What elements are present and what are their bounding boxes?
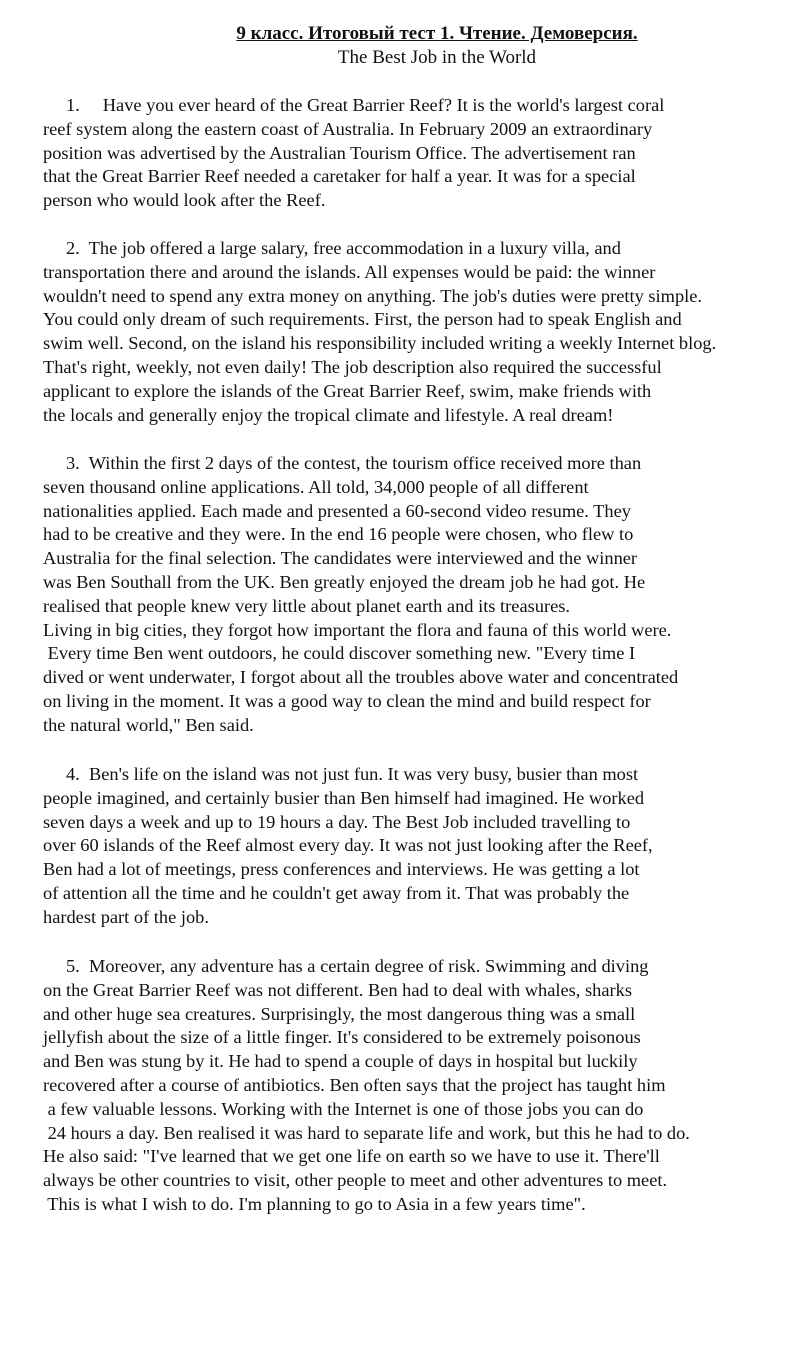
text-line: Australia for the final selection. The candidates were interviewed and the winner (43, 548, 638, 569)
paragraph-2 (43, 237, 802, 427)
paragraph-5 (43, 955, 802, 1217)
text-line: nationalities applied. Each made and presented a 60-second video resume. They (43, 500, 631, 521)
text-line: 2. The job offered a large salary, free accommodation in a luxury villa, and (43, 238, 621, 258)
text-line: dived or went underwater, I forgot about all the troubles above water and concentrated (43, 667, 679, 688)
text-line: That's right, weekly, not even daily! The job description also required the successful (43, 356, 662, 377)
text-line: 5. Moreover, any adventure has a certain degree of risk. Swimming and diving (43, 956, 649, 976)
text-line: and other huge sea creatures. Surprisingly, the most dangerous thing was a small (43, 1003, 636, 1024)
text-line: over 60 islands of the Reef almost every day. It was not just looking after the Reef, (43, 835, 653, 856)
text-line: person who would look after the Reef. (43, 190, 326, 211)
text-line: 1. Have you ever heard of the Great Barrier Reef? It is the world's largest coral (43, 95, 665, 115)
text-line: the locals and generally enjoy the tropical climate and lifestyle. A real dream! (43, 404, 614, 425)
text-line: You could only dream of such requirements. First, the person had to speak English and (43, 309, 682, 330)
text-line: a few valuable lessons. Working with the Internet is one of those jobs you can do (43, 1098, 644, 1119)
text-line: that the Great Barrier Reef needed a caretaker for half a year. It was for a special (43, 166, 636, 187)
text-line: wouldn't need to spend any extra money on anything. The job's duties were pretty simple. (43, 285, 703, 306)
text-line: 4. Ben's life on the island was not just fun. It was very busy, busier than most (43, 764, 639, 784)
text-line: people imagined, and certainly busier than Ben himself had imagined. He worked (43, 787, 645, 808)
paragraph-4 (43, 763, 802, 930)
page-subtitle: The Best Job in the World (337, 47, 537, 68)
paragraph-1 (43, 94, 802, 213)
text-line: hardest part of the job. (43, 906, 209, 927)
text-line: seven thousand online applications. All told, 34,000 people of all different (43, 476, 589, 497)
text-line: of attention all the time and he couldn't get away from it. That was probably the (43, 882, 630, 903)
text-line: always be other countries to visit, other people to meet and other adventures to meet. (43, 1170, 668, 1191)
text-line: reef system along the eastern coast of Australia. In February 2009 an extraordinary (43, 118, 653, 139)
text-line: seven days a week and up to 19 hours a day. The Best Job included travelling to (43, 811, 631, 832)
text-line: on living in the moment. It was a good way to clean the mind and build respect for (43, 690, 651, 711)
paragraph-3 (43, 452, 802, 738)
text-line: position was advertised by the Australian Tourism Office. The advertisement ran (43, 142, 636, 163)
text-line: was Ben Southall from the UK. Ben greatly enjoyed the dream job he had got. He (43, 571, 646, 592)
text-line: the natural world," Ben said. (43, 714, 254, 735)
text-line: Ben had a lot of meetings, press conferences and interviews. He was getting a lot (43, 859, 640, 880)
text-line: and Ben was stung by it. He had to spend a couple of days in hospital but luckily (43, 1051, 638, 1072)
text-line: Living in big cities, they forgot how important the flora and fauna of this world were. (43, 619, 672, 640)
text-line: Every time Ben went outdoors, he could discover something new. "Every time I (43, 643, 636, 664)
text-line: had to be creative and they were. In the end 16 people were chosen, who flew to (43, 524, 634, 545)
text-line: jellyfish about the size of a little finger. It's considered to be extremely poisonous (43, 1027, 641, 1048)
page-title: 9 класс. Итоговый тест 1. Чтение. Демоверсия. (236, 23, 638, 44)
text-line: This is what I wish to do. I'm planning to go to Asia in a few years time". (43, 1193, 586, 1214)
text-line: on the Great Barrier Reef was not different. Ben had to deal with whales, sharks (43, 979, 632, 1000)
text-line: applicant to explore the islands of the Great Barrier Reef, swim, make friends with (43, 380, 652, 401)
text-line: recovered after a course of antibiotics. Ben often says that the project has taught him (43, 1074, 666, 1095)
text-line: 3. Within the first 2 days of the contest, the tourism office received more than (43, 453, 642, 473)
text-line: realised that people knew very little about planet earth and its treasures. (43, 595, 571, 616)
text-line: He also said: "I've learned that we get one life on earth so we have to use it. There'll (43, 1146, 660, 1167)
text-line: transportation there and around the islands. All expenses would be paid: the winner (43, 261, 656, 282)
text-line: 24 hours a day. Ben realised it was hard to separate life and work, but this he had to do. (43, 1122, 690, 1143)
text-line: swim well. Second, on the island his responsibility included writing a weekly Internet blog. (43, 333, 717, 354)
